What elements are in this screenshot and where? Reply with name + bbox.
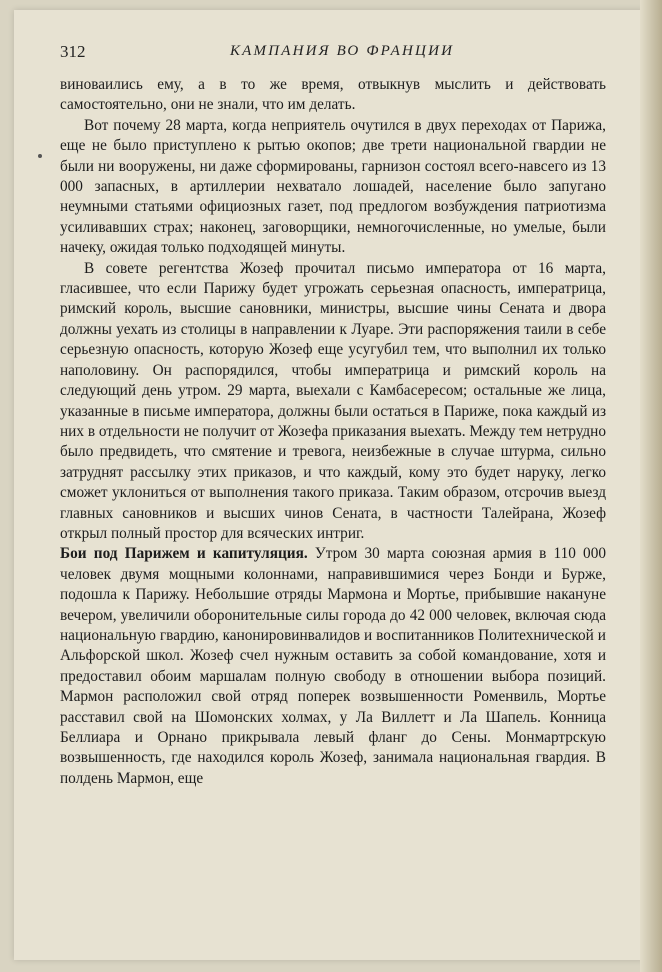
- body-text: [60, 75, 606, 789]
- paragraph-text: Вот почему 28 марта, когда неприятель очутился в двух переходах от Парижа, еще не было приступлено к рытью окопов; две трети национальной гвардии не были ни вооружены, ни даже сформированы, гарнизон состоял всего-навсего из 13 000 запасных, в артиллерии нехватало лошадей, население было запугано неумными статьями официозных газет, под предлогом возбуждения патриотизма усиливавших страх; наконец, заговорщики, немногочисленные, но умелые, были начеку, ожидая только подходящей минуты.: [60, 116, 606, 257]
- paragraph: [60, 75, 606, 116]
- paragraph-text: Утром 30 марта союзная армия в 110 000 человек двумя мощными колоннами, направившимися через Бонди и Бурже, подошла к Парижу. Небольшие отряды Мармона и Мортье, прибывшие накануне вечером, увеличили оборонительные силы города до 42 000 человек, включая сюда национальную гвардию, канонировинвалидов и воспитанников Политехнической и Альфорской школ. Жозеф счел нужным оставить за собой командование, хотя и предоставил обоим маршалам полную свободу в отношении выбора позиций. Мармон расположил свой отряд поперек возвышенности Роменвиль, Мортье расставил свой на Шомонских холмах, у Ла Виллетт и Ла Шапель. Конница Беллиара и Орнано прикрывала левый фланг до Сены. Монмартрскую возвышенность, где находился король Жозеф, занимала национальная гвардия. В полдень Мармон, еще: [60, 545, 607, 787]
- paragraph-text: виноваились ему, а в то же время, отвыкнув мыслить и действовать самостоятельно, они не знали, что им делать.: [60, 76, 606, 114]
- margin-mark: [38, 154, 42, 158]
- section-heading: Бои под Парижем и капитуляция.: [60, 545, 308, 563]
- paragraph-text: В совете регентства Жозеф прочитал письмо императора от 16 марта, гласившее, что если Парижу будет угрожать серьезная опасность, императрица, римский король, высшие сановники, министры, высшие чины Сената и двора должны уехать из столицы в направлении к Луаре. Эти распоряжения таили в себе серьезную опасность, которую Жозеф еще усугубил тем, что выполнил их только наполовину. Он распорядился, чтобы императрица и римский король на следующий день утром. 29 марта, выехали с Камбасересом; остальные же лица, указанные в письме императора, должны были остаться в Париже, пока каждый из них в отдельности не получит от Жозефа приказания выехать. Между тем нетрудно было предвидеть, что смятение и тревога, неизбежные в случае штурма, сильно затруднят рассылку этих приказов, и что каждый, кому это будет наруку, легко сможет уклониться от выполнения такого приказа. Таким образом, отсрочив выезд главных сановников и высших чинов Сената, в частности Талейрана, Жозеф открыл полный простор для всяческих интриг.: [60, 259, 606, 542]
- running-title: КАМПАНИЯ ВО ФРАНЦИИ: [230, 43, 455, 59]
- paragraph: [60, 544, 606, 789]
- paragraph: [60, 259, 606, 545]
- page-header: [60, 40, 606, 66]
- page-number: 312: [60, 42, 86, 61]
- paragraph: [60, 116, 606, 259]
- book-gutter: [640, 0, 662, 972]
